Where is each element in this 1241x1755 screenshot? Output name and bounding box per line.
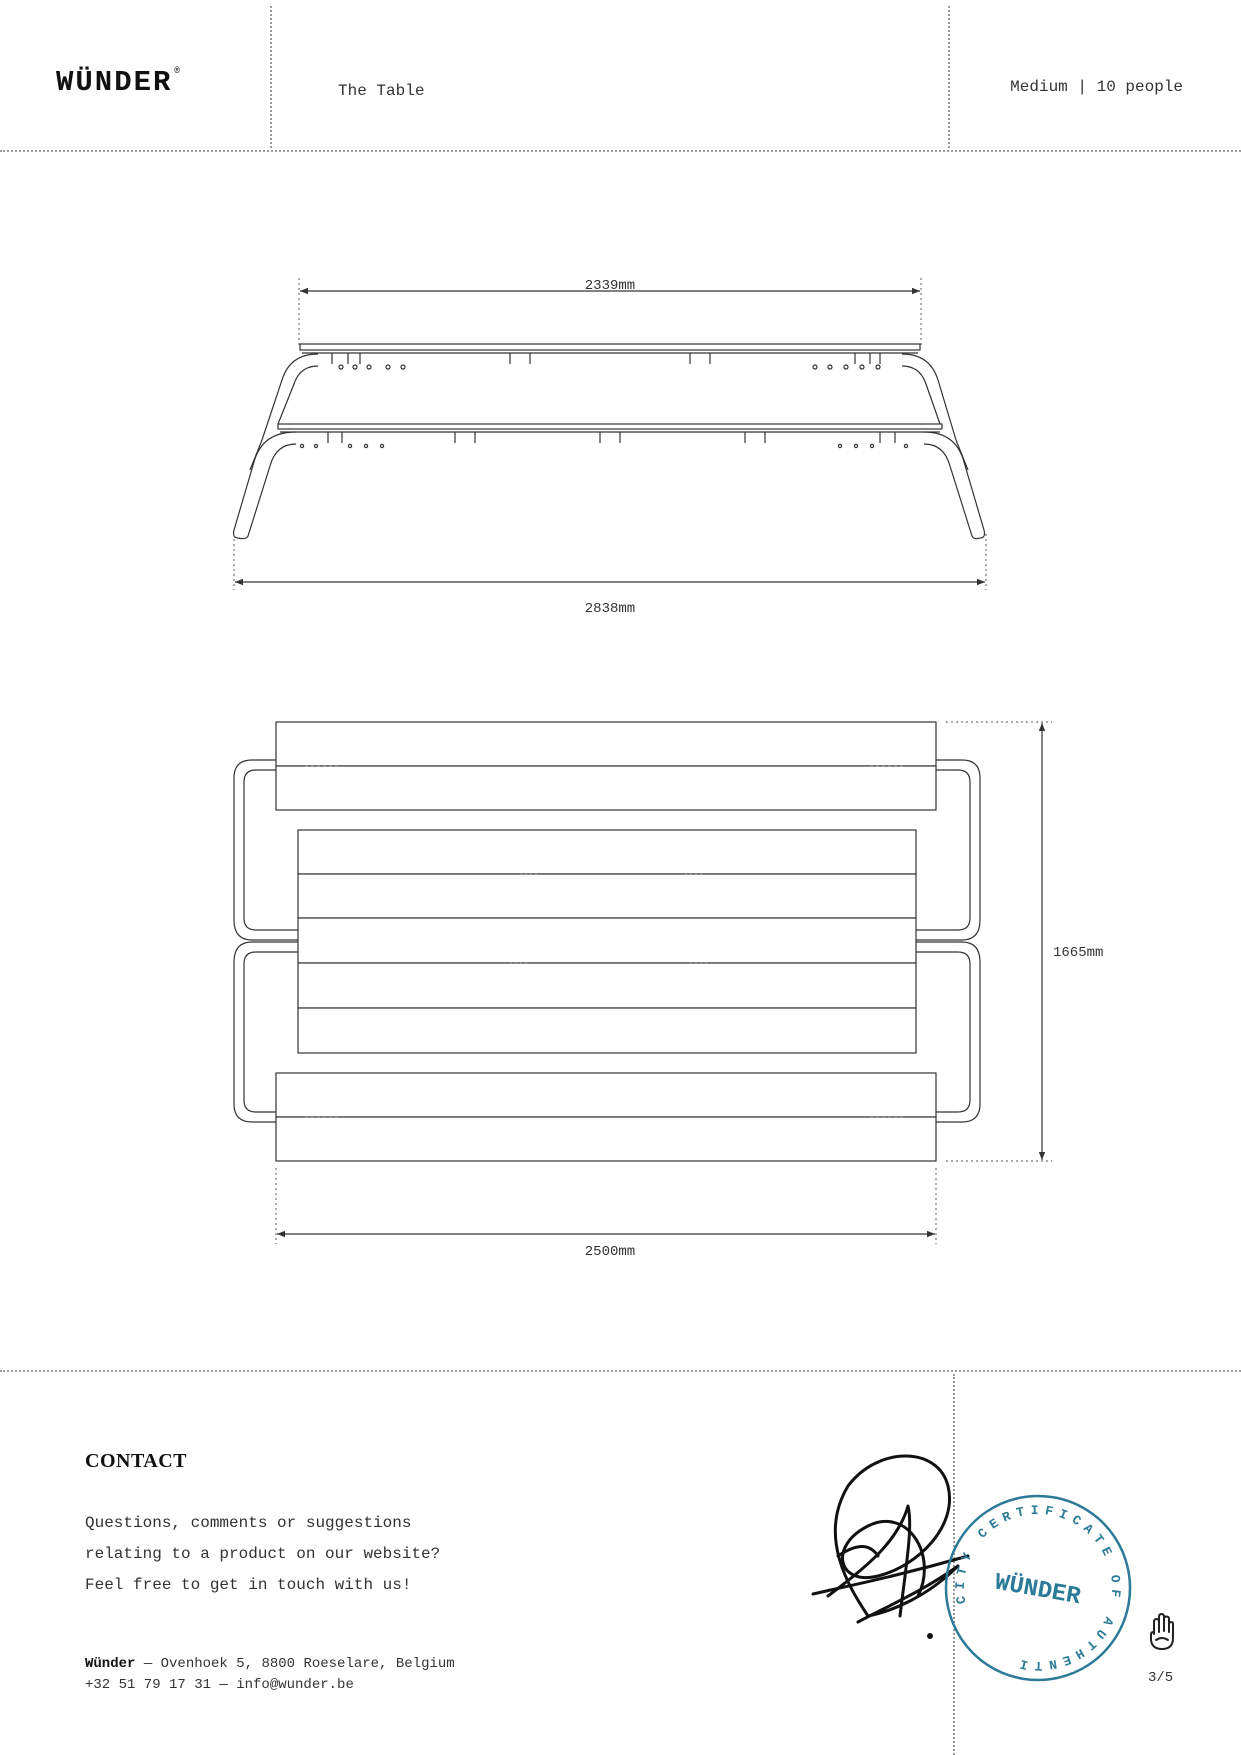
company-address: Wünder — Ovenhoek 5, 8800 Roeselare, Belgium bbox=[85, 1656, 455, 1672]
dimension-length: 2500mm bbox=[584, 1244, 636, 1260]
dimension-top-width: 2339mm bbox=[584, 278, 636, 294]
dimension-depth: 1665mm bbox=[1053, 945, 1104, 961]
dimension-overall-width: 2838mm bbox=[584, 601, 636, 617]
contact-line-3: Feel free to get in touch with us! bbox=[85, 1576, 412, 1594]
page-number: 3/5 bbox=[1148, 1670, 1174, 1686]
svg-text:WÜNDER: WÜNDER bbox=[992, 1569, 1083, 1612]
top-view-drawing bbox=[234, 722, 1052, 1244]
contact-line-1: Questions, comments or suggestions bbox=[85, 1514, 412, 1532]
product-name: The Table bbox=[338, 82, 425, 100]
product-size: Medium | 10 people bbox=[1010, 78, 1183, 96]
contact-line-2: relating to a product on our website? bbox=[85, 1545, 441, 1563]
contact-heading: CONTACT bbox=[85, 1450, 188, 1472]
footer-divider bbox=[0, 1370, 1241, 1372]
svg-text:CITY CERTIFICATE OF AUTHENTI: CITY CERTIFICATE OF AUTHENTI bbox=[952, 1502, 1124, 1674]
company-contact: +32 51 79 17 31 — info@wunder.be bbox=[85, 1677, 354, 1693]
brand-logo: WÜNDER ® bbox=[56, 66, 182, 99]
authenticity-stamp bbox=[938, 1488, 1138, 1688]
hand-icon bbox=[1148, 1612, 1176, 1652]
side-view-drawing bbox=[234, 278, 987, 590]
